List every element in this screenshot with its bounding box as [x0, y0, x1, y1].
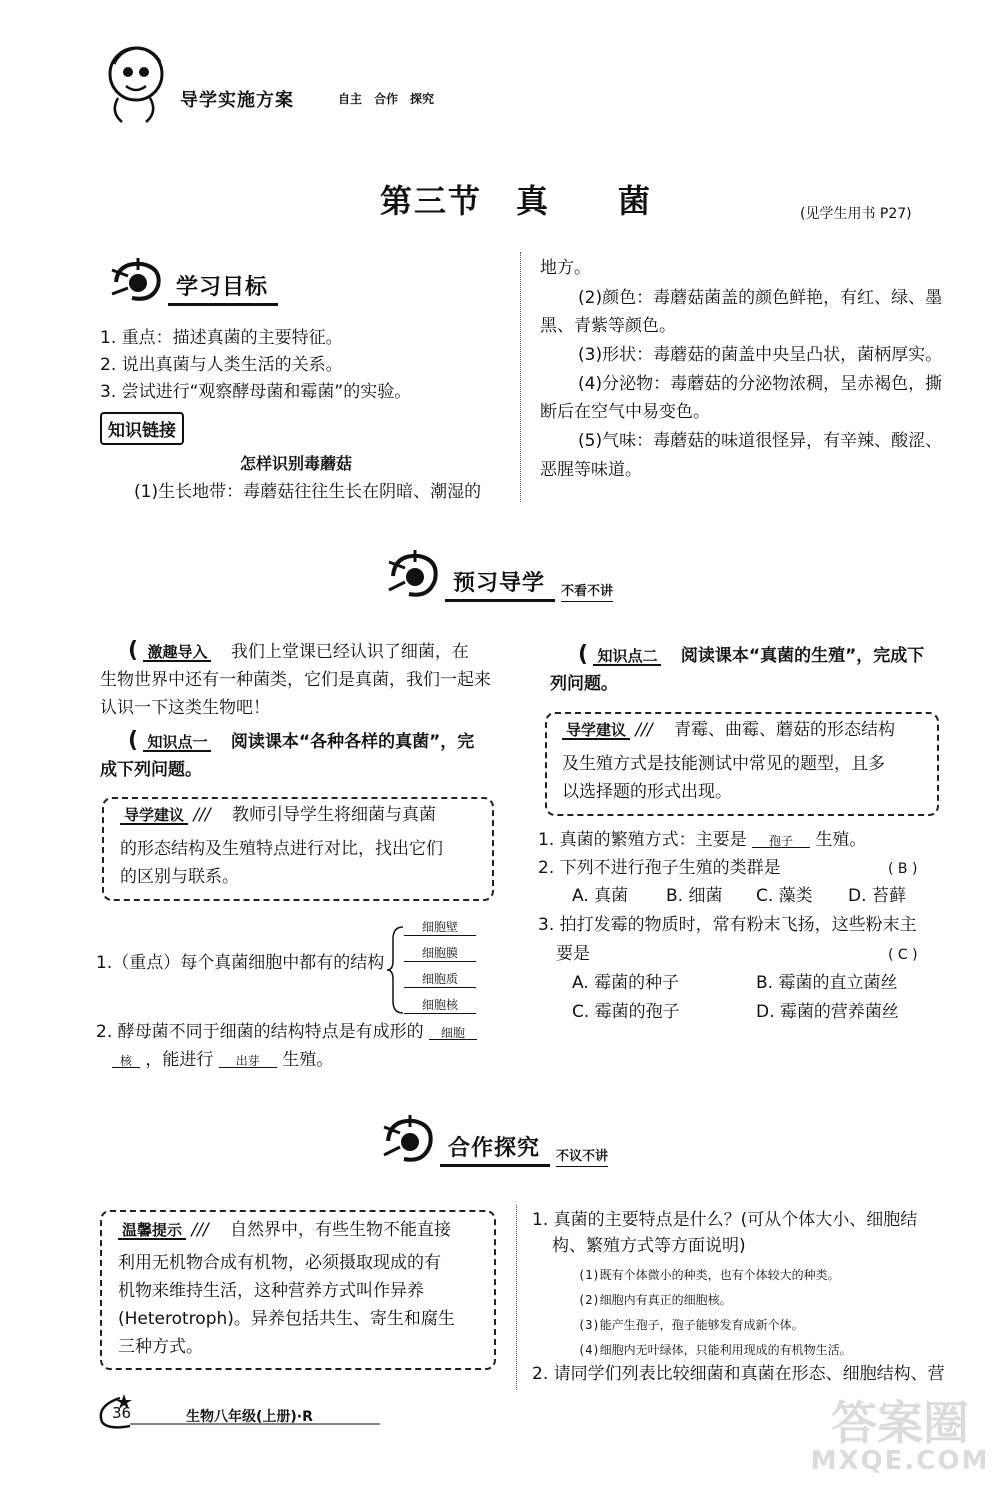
- section-ref: (见学生用书 P27): [800, 206, 912, 222]
- explore-q1: 构、繁殖方式等方面说明): [552, 1236, 746, 1256]
- column-divider: [520, 252, 521, 502]
- r1-answer: 孢子: [752, 835, 810, 848]
- knowledge-text: (4)分泌物：毒蘑菇的分泌物浓稠，呈赤褐色，撕: [578, 374, 943, 394]
- tip1-label: 导学建议: [120, 808, 188, 825]
- r2-text: 2. 下列不进行孢子生殖的类群是: [538, 858, 781, 878]
- knowledge-text: 地方。: [540, 258, 591, 278]
- tip3-text: (Heterotroph)。异养包括共生、寄生和腐生: [118, 1309, 455, 1329]
- tip1-text: 教师引导学生将细菌与真菌: [232, 805, 437, 825]
- swirl-icon: [108, 258, 168, 306]
- watermark-top: 答案圈: [831, 1396, 969, 1450]
- intro-tag: 激趣导入: [143, 645, 211, 662]
- tip1-text: 的形态结构及生殖特点进行对比，找出它们: [120, 839, 443, 859]
- preview-heading: [385, 550, 613, 602]
- brace-icon: [385, 925, 405, 1015]
- knowledge-text: 恶腥等味道。: [540, 460, 642, 480]
- book-name: 生物八年级(上册)·R: [186, 1409, 313, 1425]
- tip1-text: 的区别与联系。: [120, 867, 239, 887]
- explore-q1: 1. 真菌的主要特点是什么？(可从个体大小、细胞结: [532, 1210, 918, 1230]
- kp2-row: ( 知识点二 阅读课本“真菌的生殖”，完成下: [578, 642, 925, 667]
- explore-heading: [380, 1115, 608, 1167]
- intro-row: ( 激趣导入 我们上堂课已经认识了细菌，在: [128, 638, 469, 663]
- q2-row2: [112, 1052, 333, 1069]
- watermark: [805, 1396, 995, 1500]
- r3-option: A. 霉菌的种子: [572, 973, 680, 993]
- tip3-label: 温馨提示: [118, 1223, 186, 1240]
- knowledge-link-title: 怎样识别毒蘑菇: [240, 454, 353, 473]
- r3-option: D. 霉菌的营养菌丝: [756, 1002, 899, 1022]
- page-number: 36: [112, 1404, 132, 1422]
- header-title: 导学实施方案: [180, 90, 294, 111]
- kp1-row: ( 知识点一 阅读课本“各种各样的真菌”，完: [128, 728, 475, 753]
- q1-text: 1.（重点）每个真菌细胞中都有的结构: [96, 953, 385, 973]
- r3-text: 要是: [556, 944, 590, 964]
- tip3-text: 机物来维持生活，这种营养方式叫作异养: [118, 1281, 424, 1301]
- q1-answer: 细胞膜: [404, 944, 476, 962]
- goals-heading: [108, 258, 278, 306]
- tip3-text: 利用无机物合成有机物，必须摄取现成的有: [118, 1253, 441, 1273]
- intro-text: 我们上堂课已经认识了细菌，在: [230, 642, 469, 662]
- intro-text: 生物世界中还有一种菌类，它们是真菌，我们一起来: [100, 670, 491, 690]
- knowledge-text: 黑、青紫等颜色。: [540, 316, 676, 336]
- q1-answer: 细胞核: [404, 996, 476, 1014]
- swirl-icon: [385, 550, 445, 602]
- tip2-text: 及生殖方式是技能测试中常见的题型，且多: [562, 754, 885, 774]
- knowledge-text: (5)气味：毒蘑菇的味道很怪异，有辛辣、酸涩、: [578, 431, 943, 451]
- kp1-tag: 知识点一: [143, 735, 211, 752]
- r3-text: 3. 拍打发霉的物质时，常有粉末飞扬，这些粉末主: [538, 915, 917, 935]
- q2-answer: 出芽: [219, 1055, 277, 1068]
- r2-option: D. 苔藓: [848, 886, 906, 906]
- kp1-text: 阅读课本“各种各样的真菌”，完: [230, 732, 475, 752]
- r2-option: C. 藻类: [756, 886, 813, 906]
- knowledge-text: (2)颜色：毒蘑菇菌盖的颜色鲜艳，有红、绿、墨: [578, 288, 943, 308]
- tip3-row: 温馨提示 /// 自然界中，有些生物不能直接: [118, 1222, 451, 1240]
- r3-option: C. 霉菌的孢子: [572, 1002, 680, 1022]
- goal-item: 3. 尝试进行“观察酵母菌和霉菌”的实验。: [100, 382, 412, 402]
- explore-q1-answer: (3)能产生孢子，孢子能够发育成新个体。: [578, 1318, 804, 1332]
- q2-answer: 细胞: [429, 1027, 477, 1040]
- r2-answer: ( B ): [888, 861, 918, 877]
- tip2-text: 青霉、曲霉、蘑菇的形态结构: [674, 720, 896, 740]
- tip3-text: 三种方式。: [118, 1337, 203, 1357]
- q1-answer: 细胞壁: [404, 918, 476, 936]
- tip1-row: 导学建议 /// 教师引导学生将细菌与真菌: [120, 807, 436, 825]
- r3-option: B. 霉菌的直立菌丝: [756, 973, 898, 993]
- kp2-text: 列问题。: [550, 674, 618, 694]
- preview-heading-note: 不看不讲: [561, 580, 613, 602]
- mascot-logo: [100, 42, 170, 127]
- section-title: 第三节 真 菌: [380, 182, 653, 220]
- knowledge-link-label: 知识链接: [100, 412, 184, 445]
- tip3-text: 自然界中，有些生物不能直接: [230, 1220, 452, 1240]
- kp1-text: 成下列问题。: [100, 760, 202, 780]
- explore-q1-answer: (2)细胞内有真正的细胞核。: [578, 1293, 732, 1307]
- r1-text: 1. 真菌的繁殖方式：主要是: [538, 830, 747, 850]
- knowledge-text: 断后在空气中易变色。: [540, 402, 710, 422]
- q2-text: ，能进行: [145, 1050, 214, 1070]
- preview-heading-label: 预习导学: [445, 566, 555, 602]
- tip2-label: 导学建议: [562, 723, 630, 740]
- q2-text: 2. 酵母菌不同于细菌的结构特点是有成形的: [96, 1022, 424, 1042]
- q2-answer: 核: [112, 1055, 140, 1068]
- knowledge-text: (3)形状：毒蘑菇的菌盖中央呈凸状，菌柄厚实。: [578, 345, 943, 365]
- kp2-text: 阅读课本“真菌的生殖”，完成下: [680, 646, 925, 666]
- watermark-bottom: MXQE.COM: [810, 1446, 990, 1476]
- goal-item: 1. 重点：描述真菌的主要特征。: [100, 328, 343, 348]
- goal-item: 2. 说出真菌与人类生活的关系。: [100, 355, 343, 375]
- r1-row: [538, 832, 866, 849]
- knowledge-text: (1)生长地带：毒蘑菇往往生长在阴暗、潮湿的: [134, 482, 482, 502]
- r2-option: A. 真菌: [572, 886, 629, 906]
- tip2-text: 以选择题的形式出现。: [562, 782, 732, 802]
- explore-q1-answer: (4)细胞内无叶绿体，只能利用现成的有机物生活。: [578, 1343, 852, 1357]
- q2-row: [96, 1024, 477, 1041]
- header-subtitle: 自主 合作 探究: [338, 92, 435, 106]
- tip2-row: 导学建议 /// 青霉、曲霉、蘑菇的形态结构: [562, 722, 895, 740]
- r1-text: 生殖。: [815, 830, 867, 850]
- explore-heading-note: 不议不讲: [556, 1145, 608, 1167]
- goals-heading-label: 学习目标: [168, 270, 278, 306]
- r2-option: B. 细菌: [666, 886, 723, 906]
- explore-q2: 2. 请同学们列表比较细菌和真菌在形态、细胞结构、营: [532, 1364, 945, 1384]
- explore-heading-label: 合作探究: [440, 1131, 550, 1167]
- intro-text: 认识一下这类生物吧！: [100, 698, 270, 718]
- swirl-icon: [380, 1115, 440, 1167]
- r3-answer: ( C ): [888, 947, 918, 963]
- kp2-tag: 知识点二: [593, 649, 661, 666]
- column-divider: [516, 1205, 517, 1390]
- q1-answer: 细胞质: [404, 970, 476, 988]
- explore-q1-answer: (1)既有个体微小的种类，也有个体较大的种类。: [578, 1268, 840, 1282]
- q2-text: 生殖。: [282, 1050, 334, 1070]
